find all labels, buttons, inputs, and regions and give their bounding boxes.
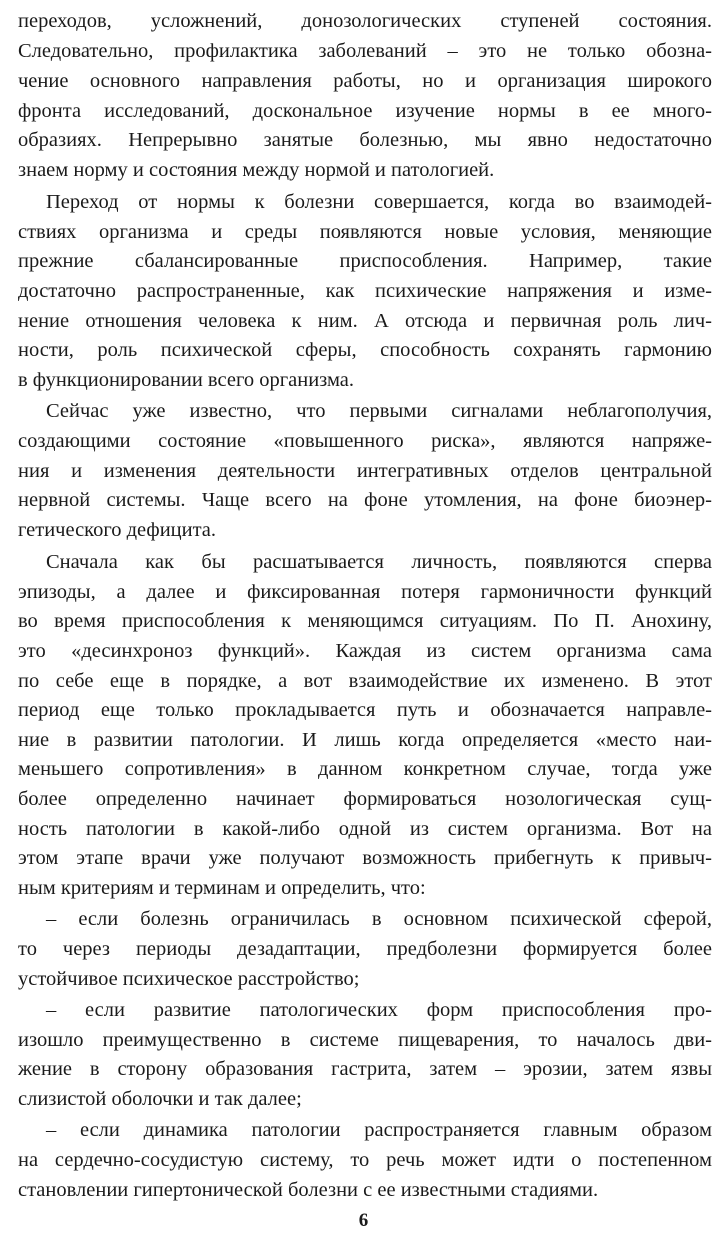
text-line: гетического дефицита.	[18, 519, 217, 541]
text-line: прежние сбалансированные приспособления. Например, такие	[18, 250, 712, 272]
text-line: изошло преимущественно в системе пищеварения, то началось дви-	[18, 1029, 712, 1051]
text-line: нение отношения человека к ним. А отсюда и первичная роль лич-	[18, 310, 712, 332]
text-line: эпизоды, а далее и фиксированная потеря гармоничности функций	[18, 581, 712, 603]
text-line: устойчивое психическое расстройство;	[18, 968, 360, 990]
text-line: ние в развитии патологии. И лишь когда определяется «место наи-	[18, 729, 712, 751]
text-line: нервной системы. Чаще всего на фоне утомления, на фоне биоэнер-	[18, 489, 712, 511]
text-line: Следовательно, профилактика заболеваний – это не только обозна-	[18, 40, 712, 62]
list-item-line: – если развитие патологических форм приспособления про-	[46, 999, 712, 1021]
text-line: чение основного направления работы, но и организация широкого	[18, 70, 712, 92]
text-line: это «десинхроноз функций». Каждая из систем организма сама	[18, 640, 712, 662]
text-line: ствиях организма и среды появляются новые условия, меняющие	[18, 221, 712, 243]
text-line: во время приспособления к меняющимся ситуациям. По П. Анохину,	[18, 610, 712, 632]
text-line: ным критериям и терминам и определить, что:	[18, 877, 426, 899]
text-line: жение в сторону образования гастрита, затем – эрозии, затем язвы	[18, 1058, 712, 1080]
text-line: ность патологии в какой-либо одной из систем организма. Вот на	[18, 818, 712, 840]
text-line: Переход от нормы к болезни совершается, когда во взаимодей-	[46, 191, 712, 213]
text-line: меньшего сопротивления» в данном конкретном случае, тогда уже	[18, 758, 712, 780]
text-line: по себе еще в порядке, а вот взаимодействие их изменено. В этот	[18, 670, 712, 692]
text-line: создающими состояние «повышенного риска», являются напряже-	[18, 430, 712, 452]
text-line: более определенно начинает формироваться нозологическая сущ-	[18, 788, 712, 810]
text-line: ности, роль психической сферы, способность сохранять гармонию	[18, 339, 712, 361]
text-line: знаем норму и состояния между нормой и патологией.	[18, 159, 495, 181]
text-line: то через периоды дезадаптации, предболезни формируется более	[18, 938, 712, 960]
list-item-line: – если болезнь ограничилась в основном психической сферой,	[46, 908, 712, 930]
page-number: 6	[358, 1210, 369, 1231]
text-line: достаточно распространенные, как психические напряжения и изме-	[18, 280, 712, 302]
text-line: слизистой оболочки и так далее;	[18, 1088, 302, 1110]
text-line: ния и изменения деятельности интегративных отделов центральной	[18, 460, 712, 482]
text-line: этом этапе врачи уже получают возможность прибегнуть к привыч-	[18, 847, 712, 869]
text-line: Сейчас уже известно, что первыми сигналами неблагополучия,	[46, 400, 712, 422]
text-line: период еще только прокладывается путь и обозначается направле-	[18, 699, 712, 721]
text-line: образиях. Непрерывно занятые болезнью, мы явно недостаточно	[18, 129, 712, 151]
text-line: становлении гипертонической болезни с ее известными стадиями.	[18, 1179, 599, 1201]
text-line: фронта исследований, доскональное изучение нормы в ее много-	[18, 100, 712, 122]
text-line: в функционировании всего организма.	[18, 369, 355, 391]
list-item-line: – если динамика патологии распространяется главным образом	[46, 1119, 712, 1141]
text-line: переходов, усложнений, донозологических ступеней состояния.	[18, 10, 712, 32]
book-page	[18, 0, 712, 1244]
text-line: на сердечно-сосудистую систему, то речь может идти о постепенном	[18, 1149, 712, 1171]
text-line: Сначала как бы расшатывается личность, появляются сперва	[46, 551, 712, 573]
